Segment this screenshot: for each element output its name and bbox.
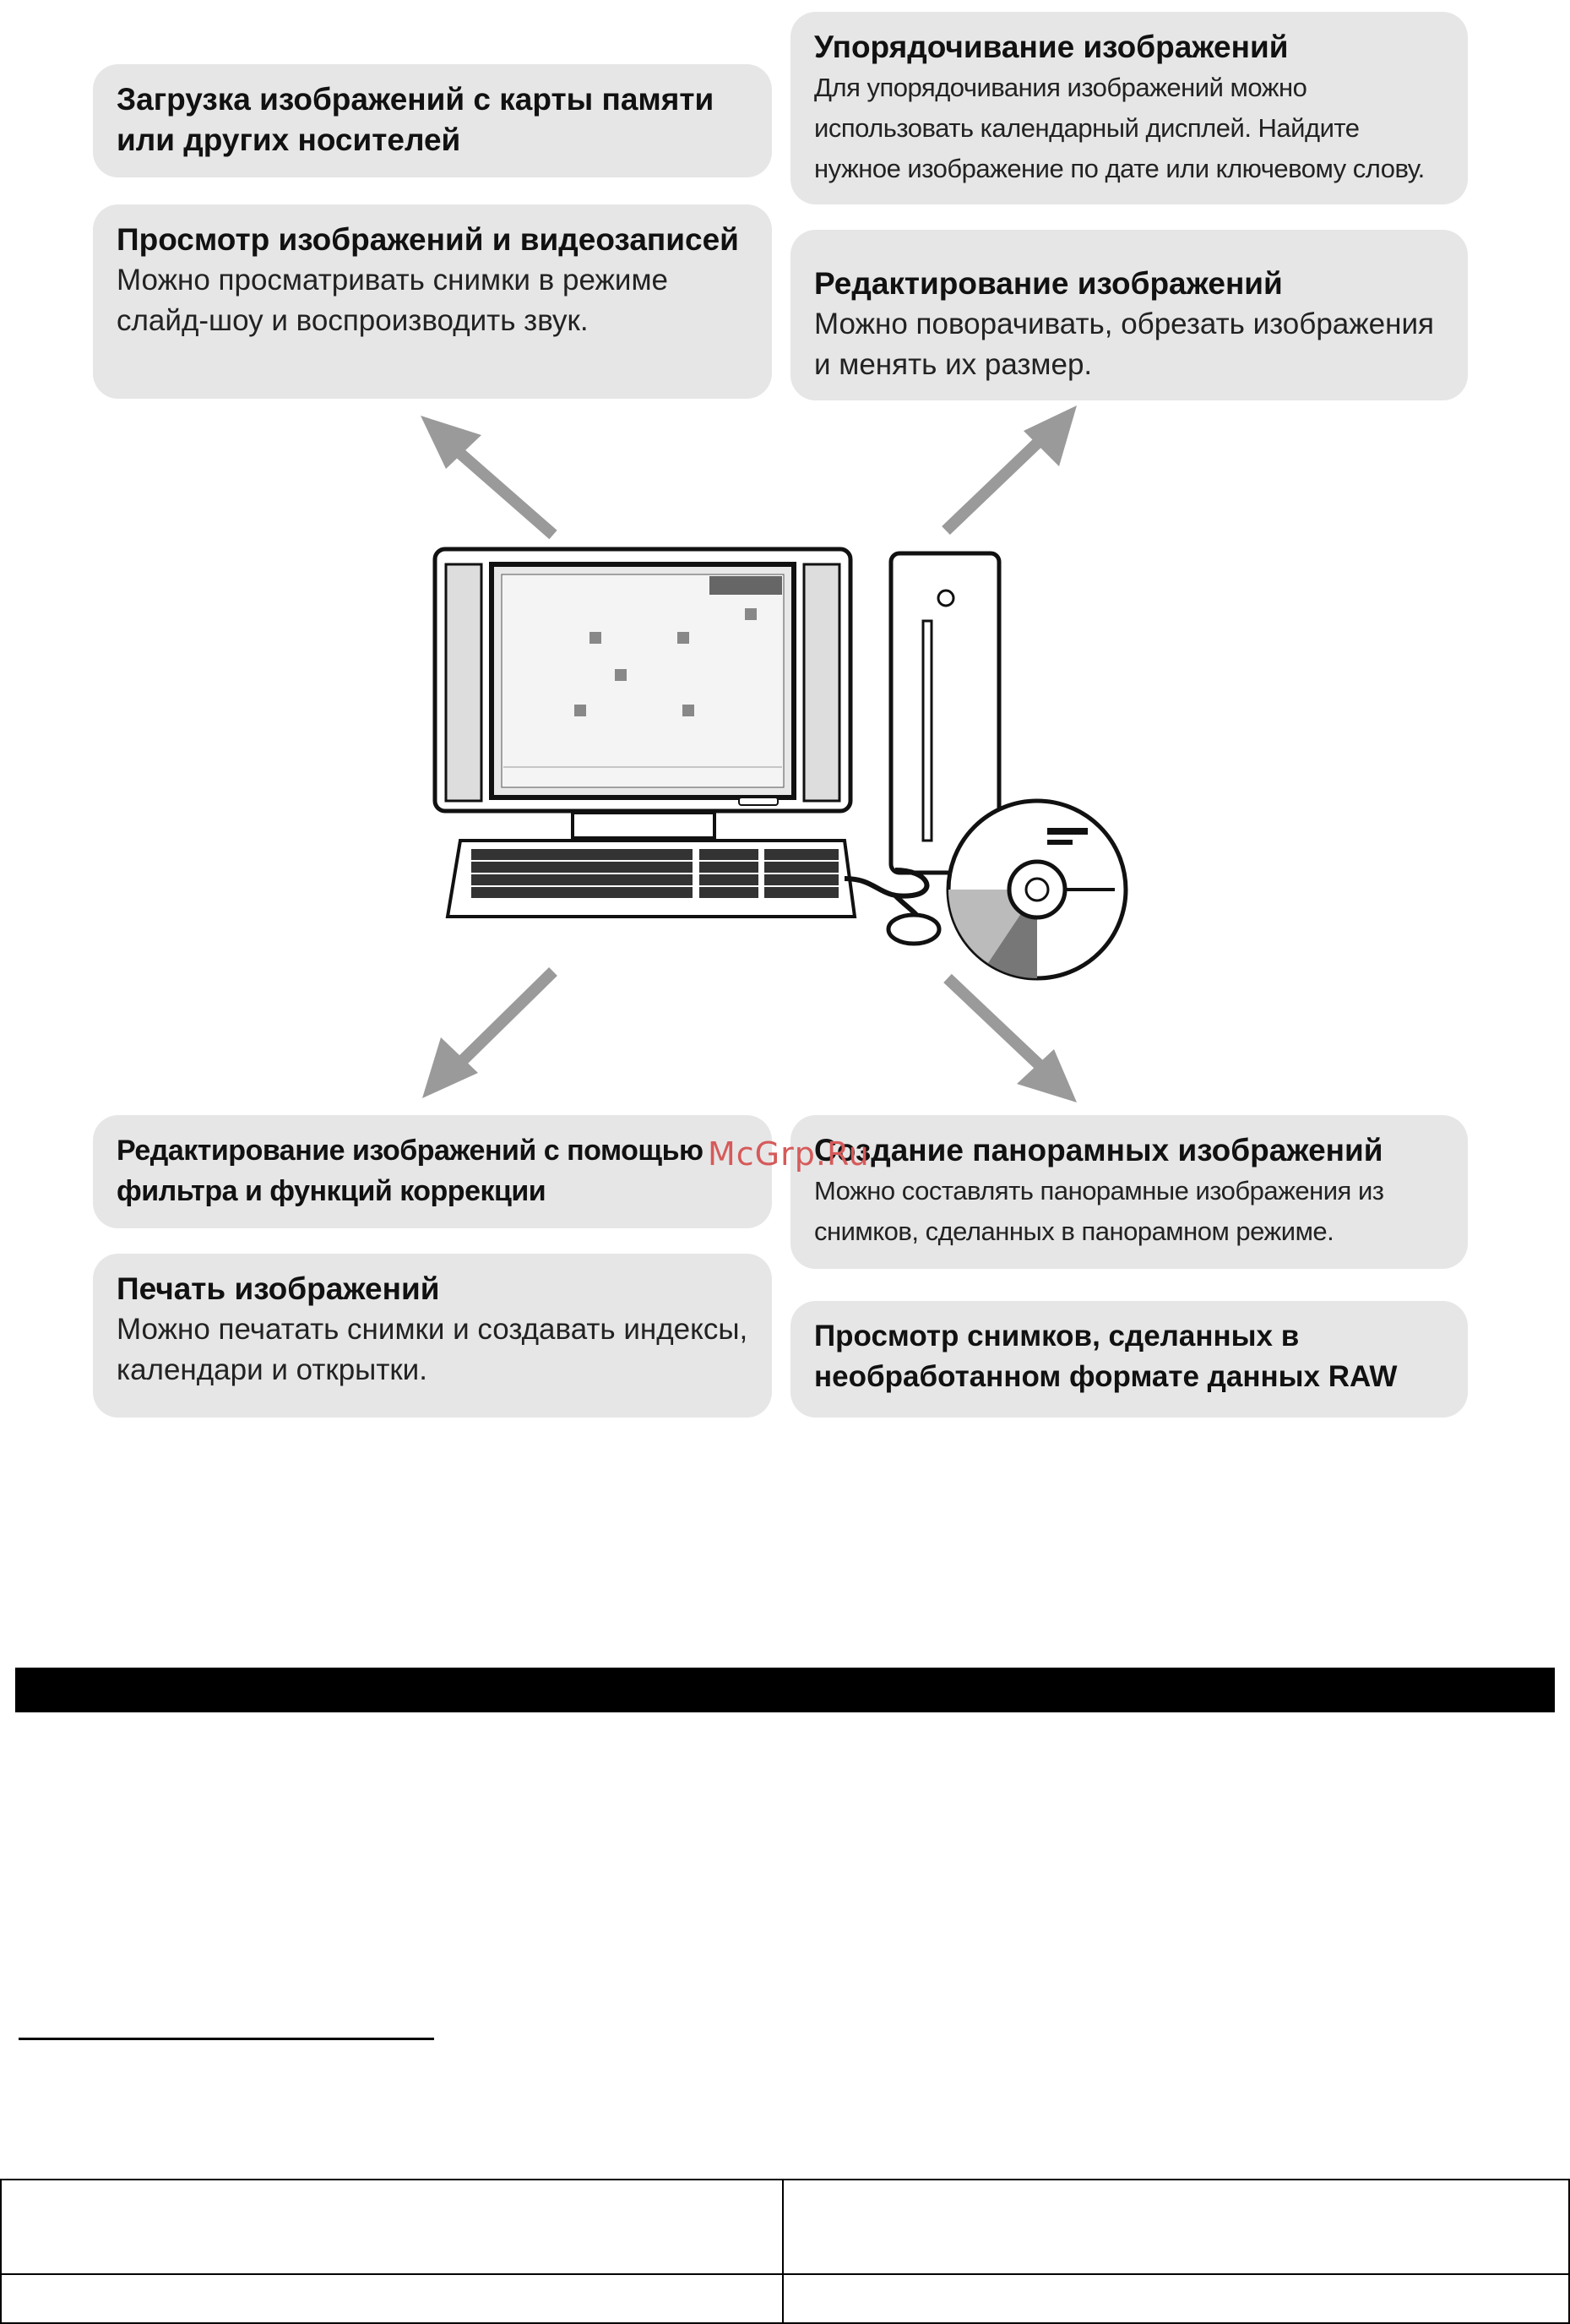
feature-box-view	[93, 204, 772, 399]
feature-box-panorama	[790, 1115, 1468, 1269]
monitor-icon	[435, 549, 850, 838]
table-cell	[1, 2274, 783, 2323]
info-table	[0, 2179, 1570, 2324]
arrow-down-right-icon	[948, 978, 1077, 1102]
keyboard-icon	[448, 841, 855, 917]
table-cell	[783, 2274, 1569, 2323]
feature-box-view-body: Можно просматривать снимки в режиме слайд-шоу и воспроизводить звук.	[117, 264, 669, 337]
feature-box-view-title: Просмотр изображений и видеозаписей	[117, 222, 739, 257]
feature-box-print-body: Можно печатать снимки и создавать индексы, календари и открытки.	[117, 1313, 748, 1386]
feature-box-panorama-title: Создание панорамных изображений	[814, 1133, 1383, 1167]
section-header-bar	[15, 1668, 1555, 1712]
feature-box-load	[93, 64, 772, 177]
arrow-up-right-icon	[946, 405, 1077, 531]
cd-disc-icon	[948, 801, 1126, 978]
feature-box-filter	[93, 1115, 772, 1228]
feature-box-print	[93, 1254, 772, 1418]
feature-box-organize-body: Для упорядочивания изображений можно использовать календарный дисплей. Найдите нужное изображение по дате или ключевому слову.	[814, 73, 1425, 183]
feature-box-organize	[790, 12, 1468, 204]
feature-box-panorama-body: Можно составлять панорамные изображения из снимков, сделанных в панорамном режиме.	[814, 1176, 1384, 1246]
heading-underline	[19, 2038, 434, 2040]
feature-box-load-title: Загрузка изображений с карты памяти или других носителей	[117, 82, 714, 157]
mouse-icon	[845, 870, 939, 944]
table-row	[1, 2274, 1569, 2323]
table-cell	[783, 2180, 1569, 2274]
table-row	[1, 2180, 1569, 2274]
arrow-down-left-icon	[422, 972, 553, 1098]
feature-box-raw	[790, 1301, 1468, 1418]
feature-box-filter-title: Редактирование изображений с помощью фильтра и функций коррекции	[117, 1135, 704, 1207]
feature-box-organize-title: Упорядочивание изображений	[814, 30, 1289, 64]
feature-box-raw-title: Просмотр снимков, сделанных в необработанном формате данных RAW	[814, 1320, 1398, 1393]
feature-box-print-title: Печать изображений	[117, 1271, 440, 1306]
watermark: McGrp.Ru	[708, 1135, 870, 1173]
arrow-up-left-icon	[421, 416, 553, 535]
feature-box-edit-body: Можно поворачивать, обрезать изображения и менять их размер.	[814, 308, 1434, 381]
feature-box-edit-title: Редактирование изображений	[814, 266, 1283, 301]
feature-box-edit	[790, 230, 1468, 400]
table-cell	[1, 2180, 783, 2274]
